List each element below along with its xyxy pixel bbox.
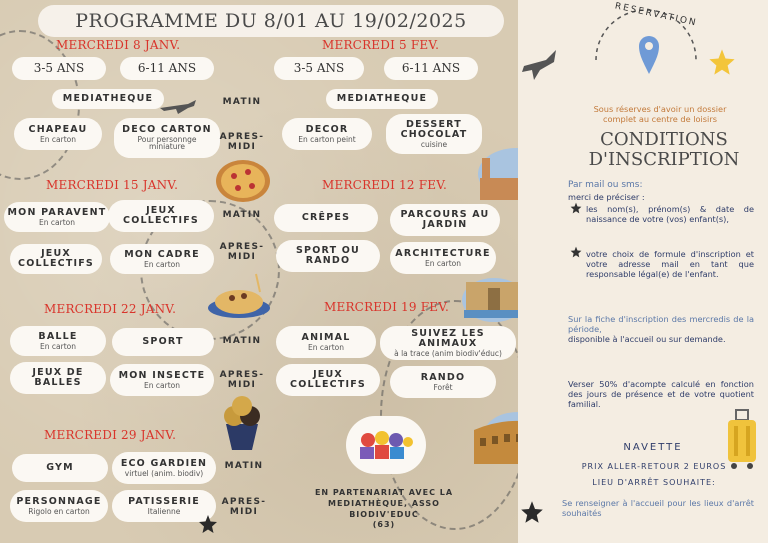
activity-pill: ECO GARDIEN virtuel (anim. biodiv) xyxy=(112,452,216,484)
age-3-5: 3-5 ANS xyxy=(274,57,364,80)
fiche-text: Sur la fiche d'inscription des mercredis de la période, xyxy=(568,314,754,334)
bullet-formula: votre choix de formule d'inscription et votre adresse mail en tant que responsable légal(e) de l'enfant. xyxy=(586,249,754,279)
mail-intro: merci de préciser : xyxy=(568,192,645,202)
bullet-children: les nom(s), prénom(s) & date de naissance de votre (vos) enfant(s), xyxy=(586,204,754,224)
conditions-panel xyxy=(518,0,768,543)
pizza-icon xyxy=(214,158,272,204)
conditions-title: CONDITIONS D'INSCRIPTION xyxy=(588,129,740,170)
shuttle-note: Se renseigner à l'accueil pour les lieux d'arrêt souhaités xyxy=(562,498,754,518)
activity-pill: PATISSERIE Italienne xyxy=(112,490,216,522)
activity-pill: CRÊPES xyxy=(274,204,378,232)
trevi-fountain-icon xyxy=(460,266,518,324)
age-6-11: 6-11 ANS xyxy=(384,57,478,80)
activity-pill: MEDIATHEQUE xyxy=(326,89,438,109)
plane-icon xyxy=(520,46,560,82)
activity-pill: ARCHITECTURE En carton xyxy=(390,242,496,274)
activity-pill: MEDIATHEQUE xyxy=(52,89,164,109)
activity-pill: PERSONNAGE Rigolo en carton xyxy=(10,490,108,522)
age-6-11: 6-11 ANS xyxy=(120,57,214,80)
slot-morning: MATIN xyxy=(222,210,262,220)
star-bullet-icon xyxy=(570,246,582,258)
kids-icon xyxy=(346,416,426,474)
mail-title: Par mail ou sms: xyxy=(568,180,643,190)
slot-afternoon: APRES- MIDI xyxy=(219,242,265,263)
partnership-text: EN PARTENARIAT AVEC LA MEDIATHÈQUE, ASSO BIODIV'EDUC (63) xyxy=(314,488,454,530)
activity-pill: MON INSECTE En carton xyxy=(110,364,214,396)
star-bullet-icon xyxy=(570,202,582,214)
shuttle-title: NAVETTE xyxy=(623,442,683,453)
activity-pill: CHAPEAU En carton xyxy=(14,118,102,150)
activity-pill: SUIVEZ LES ANIMAUX à la trace (anim biodiv'éduc) xyxy=(380,326,516,360)
age-3-5: 3-5 ANS xyxy=(12,57,106,80)
activity-pill: RANDO Forêt xyxy=(390,366,496,398)
slot-afternoon: APRES- MIDI xyxy=(219,370,265,391)
activity-pill: JEUX COLLECTIFS xyxy=(108,200,214,232)
day-title: MERCREDI 19 FEV. xyxy=(324,300,449,314)
slot-afternoon: APRES- MIDI xyxy=(219,132,265,153)
day-title: MERCREDI 22 JANV. xyxy=(44,302,177,316)
ice-cream-icon xyxy=(214,394,270,452)
deposit-text: Verser 50% d'acompte calculé en fonction des jours de présence et de votre quotient familial. xyxy=(568,379,754,409)
activity-pill: JEUX COLLECTIFS xyxy=(276,364,380,396)
activity-pill: DECO CARTON Pour personnge miniature xyxy=(114,118,220,158)
reserve-note: Sous réserves d'avoir un dossier complet au centre de loisirs xyxy=(593,104,727,124)
day-title: MERCREDI 8 JANV. xyxy=(56,38,181,52)
slot-morning: MATIN xyxy=(222,97,262,107)
star-icon xyxy=(520,500,544,524)
colosseum-icon xyxy=(468,404,518,470)
day-title: MERCREDI 12 FEV. xyxy=(322,178,447,192)
activity-pill: MON CADRE En carton xyxy=(110,244,214,274)
activity-pill: PARCOURS AU JARDIN xyxy=(390,204,500,236)
pasta-icon xyxy=(206,268,272,320)
activity-pill: JEUX COLLECTIFS xyxy=(10,244,102,274)
activity-pill: DESSERT CHOCOLAT cuisine xyxy=(386,114,482,154)
shuttle-price: PRIX ALLER-RETOUR 2 EUROS xyxy=(581,462,727,471)
activity-pill: BALLE En carton xyxy=(10,326,106,356)
partner-logo-badge xyxy=(346,416,426,474)
day-title: MERCREDI 15 JANV. xyxy=(46,178,179,192)
star-icon xyxy=(708,48,736,76)
activity-pill: ANIMAL En carton xyxy=(276,326,376,358)
shuttle-stop: LIEU D'ARRÊT SOUHAITE: xyxy=(592,478,716,487)
slot-afternoon: APRES- MIDI xyxy=(221,497,267,518)
activity-pill: MON PARAVENT En carton xyxy=(4,202,110,232)
activity-pill: DECOR En carton peint xyxy=(282,118,372,150)
location-pin-icon xyxy=(638,34,660,76)
slot-morning: MATIN xyxy=(222,336,262,346)
activity-pill: JEUX DE BALLES xyxy=(10,362,106,394)
plane-icon xyxy=(158,96,198,116)
day-title: MERCREDI 5 FEV. xyxy=(322,38,440,52)
page-title: PROGRAMME DU 8/01 AU 19/02/2025 xyxy=(38,5,504,37)
reservation-label: RESERVATION xyxy=(613,1,699,29)
slot-morning: MATIN xyxy=(224,461,264,471)
activity-pill: SPORT OU RANDO xyxy=(276,240,380,272)
day-title: MERCREDI 29 JANV. xyxy=(44,428,177,442)
star-icon xyxy=(198,514,218,534)
activity-pill: GYM xyxy=(12,454,108,482)
suitcase-icon xyxy=(724,408,760,470)
florence-cathedral-icon xyxy=(470,140,518,206)
fiche-available: disponible à l'accueil ou sur demande. xyxy=(568,334,726,344)
activity-pill: SPORT xyxy=(112,328,214,356)
